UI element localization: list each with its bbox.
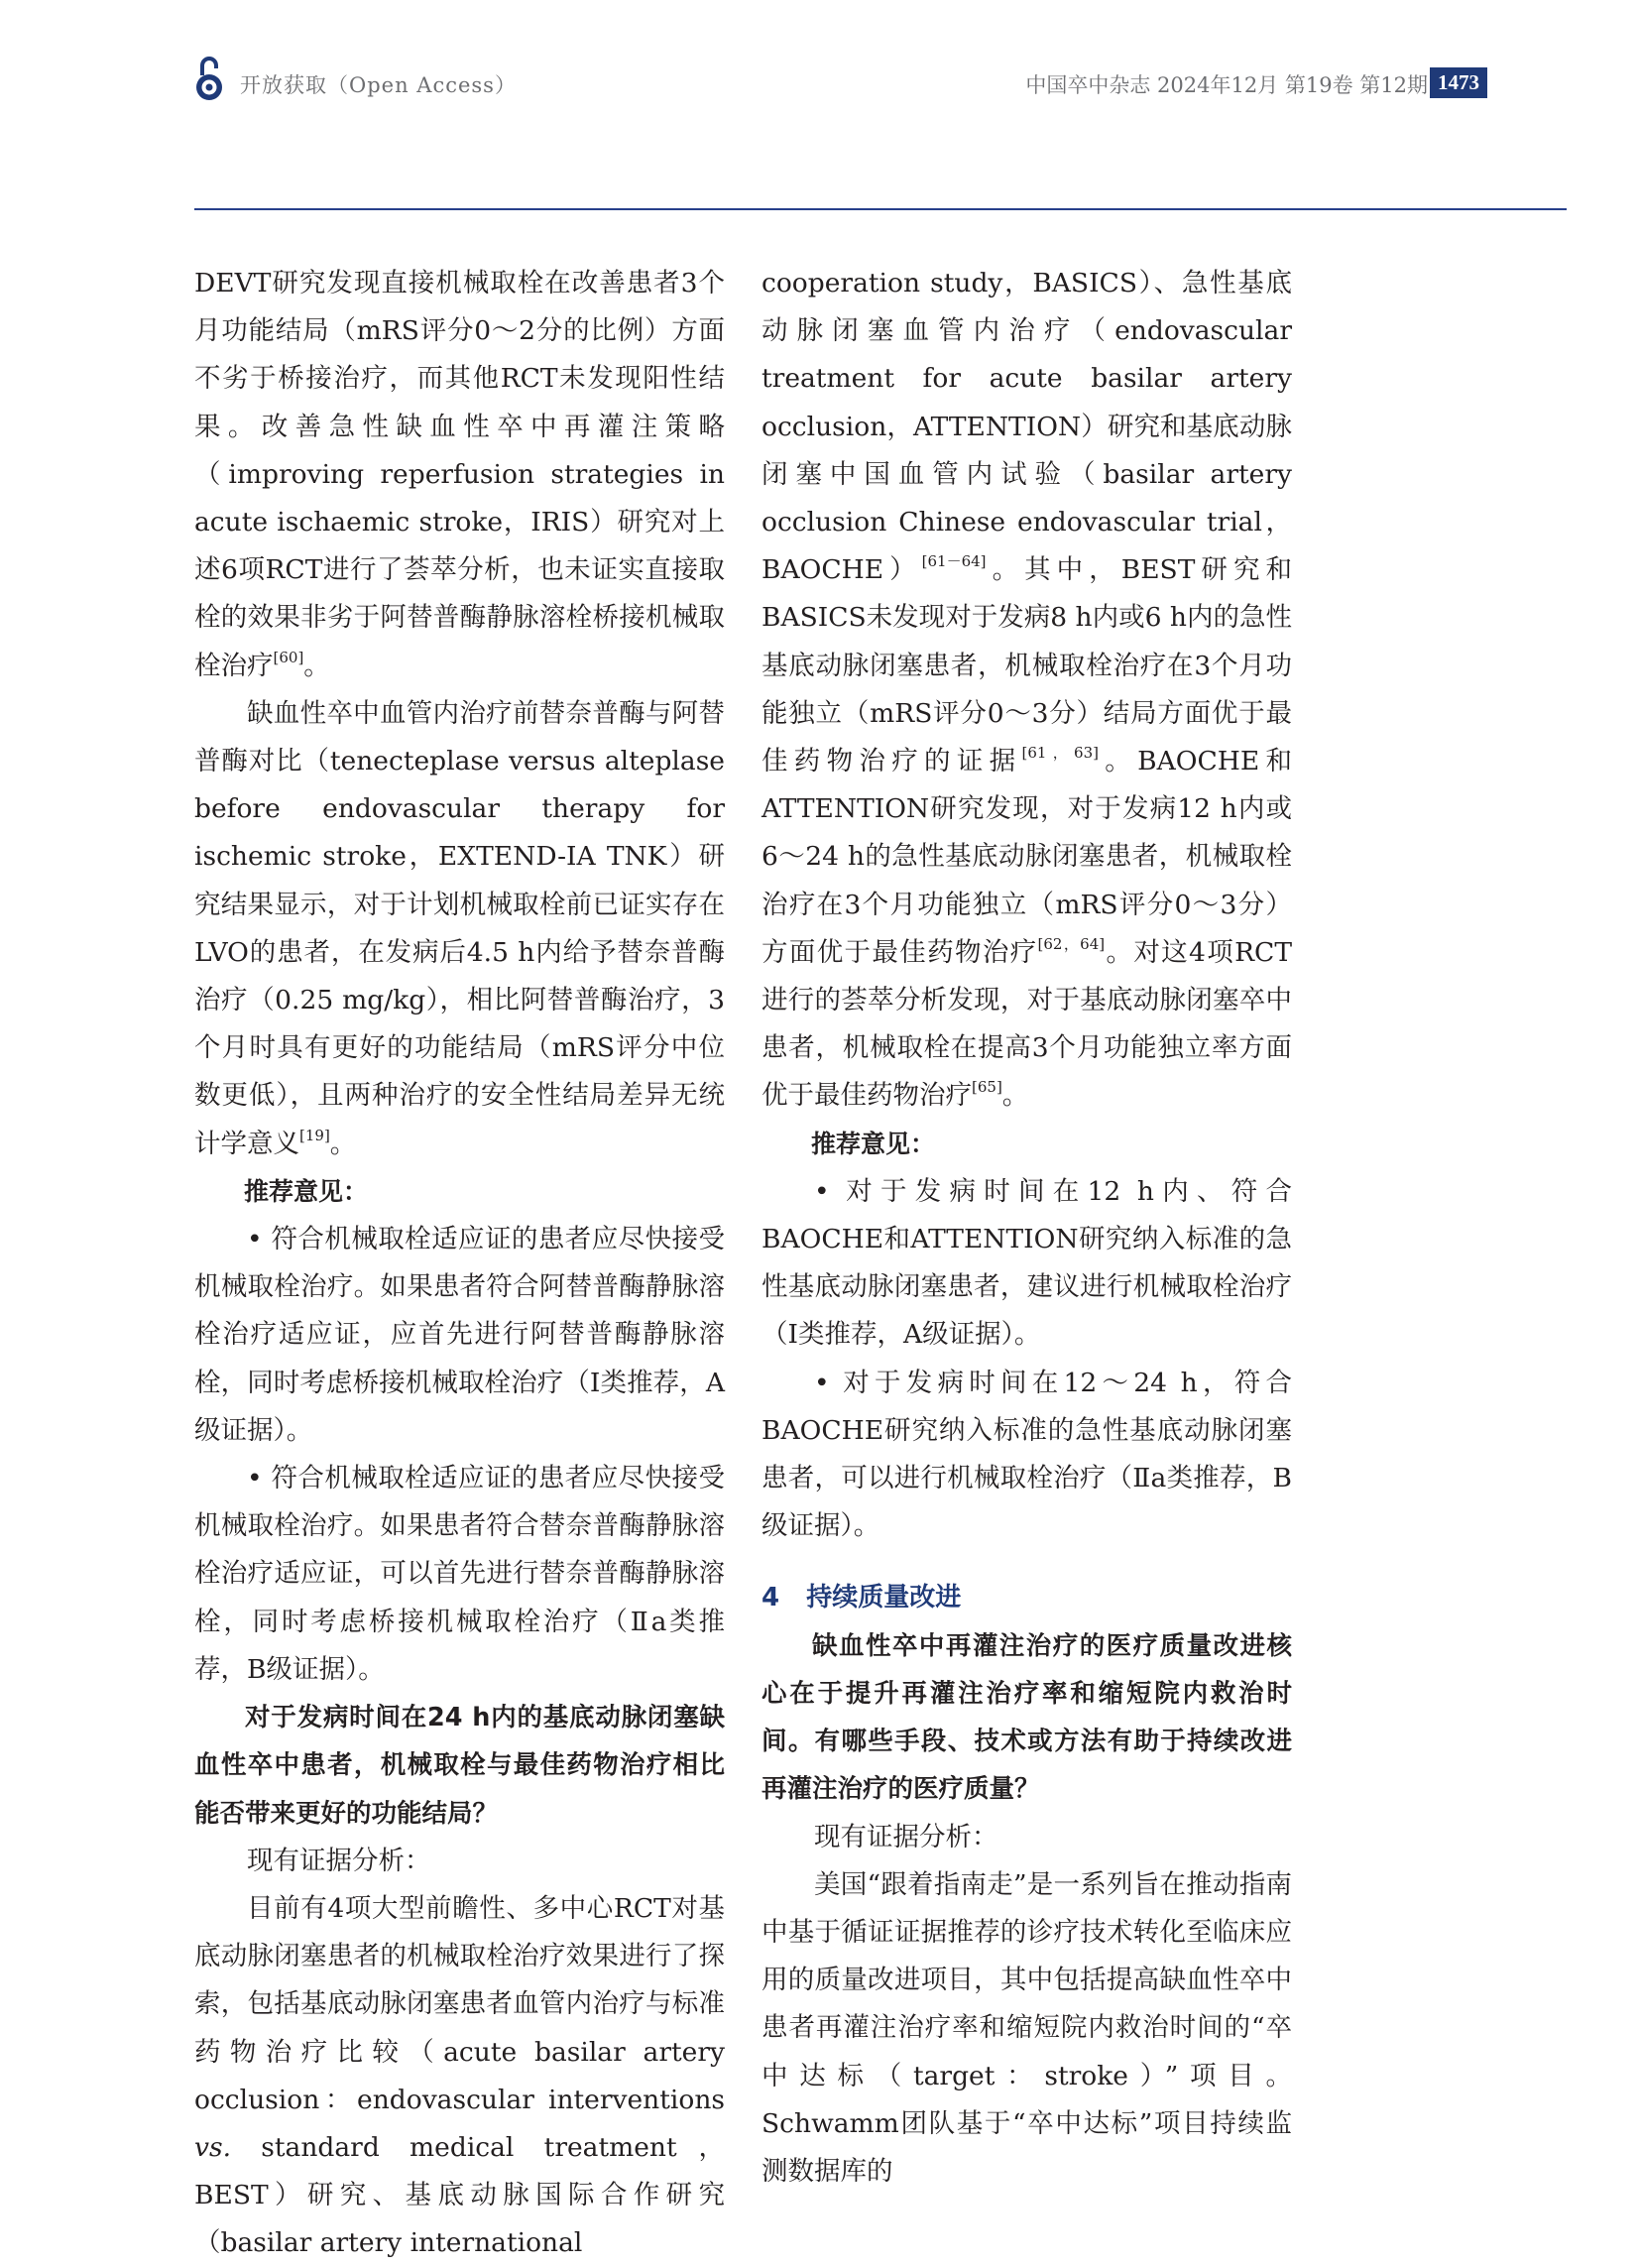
paragraph: DEVT研究发现直接机械取栓在改善患者3个月功能结局（mRS评分0～2分的比例）方面不劣于桥接治疗，而其他RCT未发现阳性结果。改善急性缺血性卒中再灌注策略（improving reperfusion strategies in acute ischaemic stroke，IRIS）研究对上述6项RCT进行了荟萃分析，也未证实直接取栓的效果非劣于阿替普酶静脉溶栓桥接机械取栓治疗[60]。 (194, 268, 725, 681)
page-number: 1473 (1430, 67, 1487, 98)
journal-info: 中国卒中杂志 2024年12月 第19卷 第12期 (1025, 73, 1428, 97)
evidence-heading: 现有证据分析： (814, 1821, 998, 1852)
recommendation-item: • 对于发病时间在12～24 h，符合BAOCHE研究纳入标准的急性基底动脉闭塞患者，可以进行机械取栓治疗（Ⅱa类推荐，B级证据）。 (761, 1367, 1292, 1542)
page-header (0, 0, 1640, 213)
recommendation-heading: 推荐意见： (244, 1176, 369, 1206)
left-column (194, 260, 725, 2268)
header-rule (194, 208, 1567, 210)
recommendation-item: • 对于发病时间在12 h内、符合BAOCHE和ATTENTION研究纳入标准的急性基底动脉闭塞患者，建议进行机械取栓治疗（Ⅰ类推荐，A级证据）。 (761, 1175, 1292, 1351)
evidence-heading: 现有证据分析： (247, 1845, 431, 1876)
clinical-question: 缺血性卒中再灌注治疗的医疗质量改进核心在于提升再灌注治疗率和缩短院内救治时间。有哪些手段、技术或方法有助于持续改进再灌注治疗的医疗质量？ (761, 1630, 1292, 1805)
clinical-question: 对于发病时间在24 h内的基底动脉闭塞缺血性卒中患者，机械取栓与最佳药物治疗相比能否带来更好的功能结局？ (194, 1703, 725, 1829)
paragraph: 目前有4项大型前瞻性、多中心RCT对基底动脉闭塞患者的机械取栓治疗效果进行了探索，包括基底动脉闭塞患者血管内治疗与标准药物治疗比较（acute basilar artery occlusion：endovascular interventions vs. standard medical treatment，BEST）研究、基底动脉国际合作研究（basilar artery international (194, 1892, 725, 2259)
recommendation-heading: 推荐意见： (811, 1129, 936, 1158)
recommendation-item: • 符合机械取栓适应证的患者应尽快接受机械取栓治疗。如果患者符合阿替普酶静脉溶栓治疗适应证，应首先进行阿替普酶静脉溶栓，同时考虑桥接机械取栓治疗（Ⅰ类推荐，A级证据）。 (194, 1224, 725, 1446)
paragraph: 美国“跟着指南走”是一系列旨在推动指南中基于循证证据推荐的诊疗技术转化至临床应用的质量改进项目，其中包括提高缺血性卒中患者再灌注治疗率和缩短院内救治时间的“卒中达标（target：stroke）”项目。Schwamm团队基于“卒中达标”项目持续监测数据库的 (761, 1868, 1292, 2187)
paragraph: cooperation study，BASICS）、急性基底动脉闭塞血管内治疗（endovascular treatment for acute basilar artery occlusion，ATTENTION）研究和基底动脉闭塞中国血管内试验（basilar artery occlusion Chinese endovascular trial，BAOCHE）[61－64]。其中，BEST研究和BASICS未发现对于发病8 h内或6 h内的急性基底动脉闭塞患者，机械取栓治疗在3个月功能独立（mRS评分0～3分）结局方面优于最佳药物治疗的证据[61，63]。BAOCHE和ATTENTION研究发现，对于发病12 h内或6～24 h的急性基底动脉闭塞患者，机械取栓治疗在3个月功能独立（mRS评分0～3分）方面优于最佳药物治疗[62，64]。对这4项RCT进行的荟萃分析发现，对于基底动脉闭塞卒中患者，机械取栓在提高3个月功能独立率方面优于最佳药物治疗[65]。 (761, 268, 1293, 1112)
section-title: 持续质量改进 (806, 1583, 962, 1613)
open-access-lock-icon (194, 54, 224, 103)
citation: [65] (972, 1078, 1002, 1097)
citation: [62，64] (1037, 934, 1106, 953)
citation: [61－64] (921, 552, 987, 571)
open-access-label: 开放获取（Open Access） (240, 73, 517, 97)
section-number: 4 (761, 1583, 780, 1613)
section-heading (761, 1574, 1292, 1621)
citation: [60] (273, 648, 304, 666)
paragraph: 缺血性卒中血管内治疗前替奈普酶与阿替普酶对比（tenecteplase versus alteplase before endovascular therapy for ischemic stroke，EXTEND-IA TNK）研究结果显示，对于计划机械取栓前已证实存在LVO的患者，在发病后4.5 h内给予替奈普酶治疗（0.25 mg/kg），相比阿替普酶治疗，3个月时具有更好的功能结局（mRS评分中位数更低），且两种治疗的安全性结局差异无统计学意义[19]。 (194, 697, 725, 1159)
recommendation-item: • 符合机械取栓适应证的患者应尽快接受机械取栓治疗。如果患者符合替奈普酶静脉溶栓治疗适应证，可以首先进行替奈普酶静脉溶栓，同时考虑桥接机械取栓治疗（Ⅱa类推荐，B级证据）。 (194, 1463, 725, 1685)
citation: [19] (299, 1126, 330, 1144)
right-column (761, 260, 1292, 2196)
citation: [61，63] (1021, 744, 1099, 763)
